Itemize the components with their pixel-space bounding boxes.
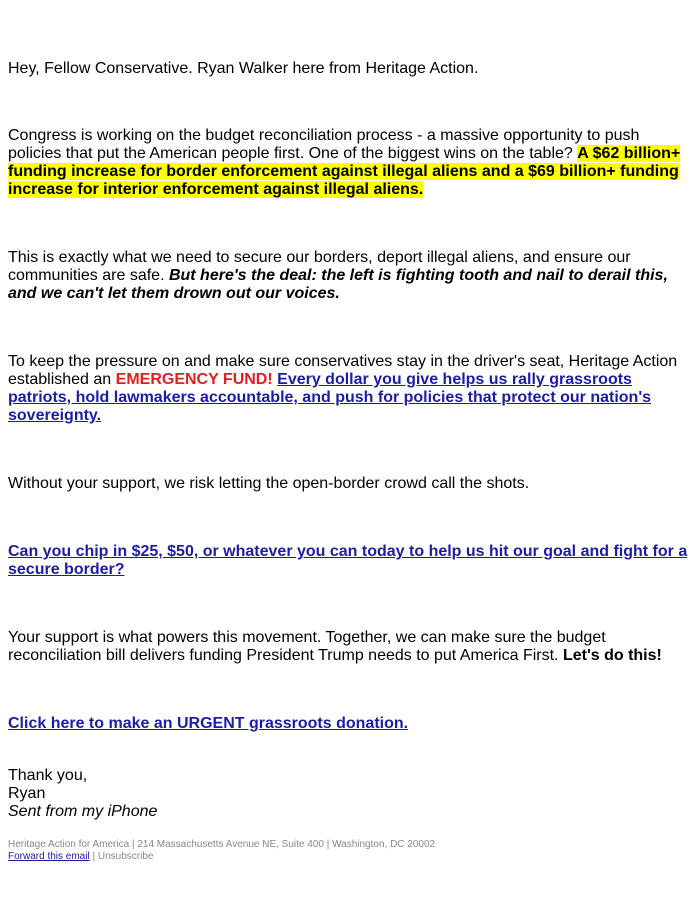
footer-address: Heritage Action for America | 214 Massachusetts Avenue NE, Suite 400 | Washington, DC 20002 [8,839,436,850]
paragraph-emergency [8,353,692,425]
paragraph-secure-emphasis: But here's the deal: the left is fighting tooth and nail to derail this, and we can't let them drown out our voices. [8,267,668,302]
forward-email-link[interactable]: Forward this email [8,851,90,862]
signoff-name: Ryan [8,785,46,802]
footer [8,839,692,863]
urgent-donation-link[interactable]: Click here to make an URGENT grassroots donation. [8,715,409,732]
signature [8,767,692,821]
paragraph-powers-text: Your support is what powers this movement. Together, we can make sure the budget reconciliation bill delivers funding President Trump needs to put America First. [8,629,606,664]
paragraph-powers-bold: Let's do this! [562,647,662,664]
paragraph-emergency-text: To keep the pressure on and make sure conservatives stay in the driver's seat, Heritage Action established an [8,353,678,388]
donate-link-sovereignty[interactable]: Every dollar you give helps us rally grassroots patriots, hold lawmakers accountable, and push for policies that protect our nation's sovereignty. [8,371,652,424]
paragraph-chip-in [8,543,692,579]
paragraph-support-risk: Without your support, we risk letting the open-border crowd call the shots. [8,475,530,492]
paragraph-budget [8,127,692,199]
greeting: Hey, Fellow Conservative. Ryan Walker here from Heritage Action. [8,60,479,77]
paragraph-powers [8,629,692,665]
paragraph-urgent [8,715,692,733]
paragraph-secure-text: This is exactly what we need to secure our borders, deport illegal aliens, and ensure our communities are safe. [8,249,631,284]
signoff-thanks: Thank you, [8,767,88,784]
signoff-device: Sent from my iPhone [8,803,158,820]
footer-links [8,851,692,863]
paragraph-budget-text: Congress is working on the budget reconciliation process - a massive opportunity to push policies that put the American people first. One of the biggest wins on the table? [8,127,640,162]
emergency-fund-label: EMERGENCY FUND! [115,371,273,388]
chip-in-link[interactable]: Can you chip in $25, $50, or whatever you can today to help us hit our goal and fight for a secure border? [8,543,688,578]
unsubscribe-link[interactable]: Unsubscribe [97,851,154,862]
funding-highlight: A $62 billion+ funding increase for border enforcement against illegal aliens and a $69 billion+ funding increase for interior enforcement against illegal aliens. [8,145,681,198]
footer-separator: | [89,851,98,862]
paragraph-secure [8,249,692,303]
